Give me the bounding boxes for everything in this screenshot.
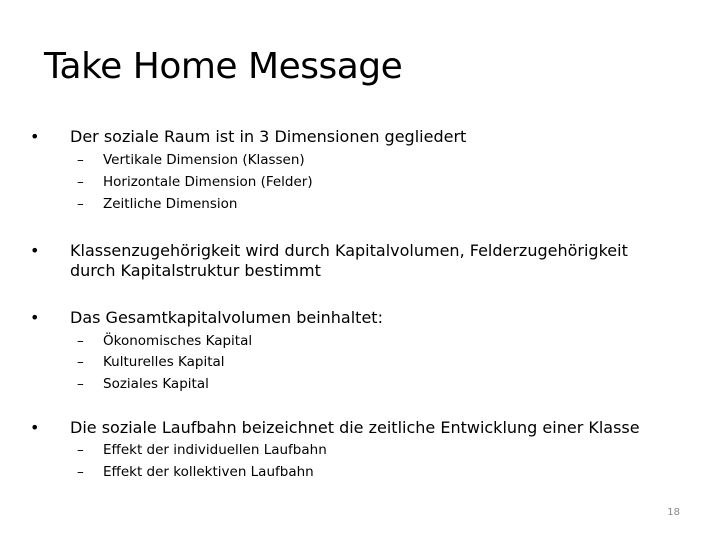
sub-bullet-item bbox=[77, 440, 677, 462]
sub-bullet-symbol: – bbox=[77, 196, 84, 212]
sub-bullet-symbol: – bbox=[77, 174, 84, 190]
sub-bullet-text: Ökonomisches Kapital bbox=[103, 333, 253, 349]
page-number: 18 bbox=[667, 507, 680, 518]
sub-bullet-symbol: – bbox=[77, 152, 84, 168]
bullet-symbol: • bbox=[30, 308, 40, 327]
bullet-text: Die soziale Laufbahn beizeichnet die zeitliche Entwicklung einer Klasse bbox=[70, 418, 640, 437]
bullet-item bbox=[30, 127, 660, 147]
slide-title: Take Home Message bbox=[44, 46, 403, 87]
bullet-symbol: • bbox=[30, 127, 40, 146]
sub-bullet-text: Vertikale Dimension (Klassen) bbox=[103, 152, 305, 168]
bullet-text: Klassenzugehörigkeit wird durch Kapitalvolumen, Felderzugehörigkeit durch Kapitalstruktur bestimmt bbox=[70, 241, 628, 280]
sub-bullet-symbol: – bbox=[77, 442, 84, 458]
sub-bullet-item bbox=[77, 150, 677, 172]
bullet-text: Das Gesamtkapitalvolumen beinhaltet: bbox=[70, 308, 383, 327]
sub-bullet-text: Kulturelles Kapital bbox=[103, 354, 225, 370]
sub-bullet-item bbox=[77, 194, 677, 216]
sub-bullet-text: Effekt der kollektiven Laufbahn bbox=[103, 464, 314, 480]
sub-bullet-item bbox=[77, 331, 677, 353]
bullet-symbol: • bbox=[30, 418, 40, 437]
bullet-item bbox=[30, 308, 660, 328]
sub-bullet-text: Soziales Kapital bbox=[103, 376, 209, 392]
sub-bullet-symbol: – bbox=[77, 464, 84, 480]
bullet-item bbox=[30, 418, 660, 438]
bullet-symbol: • bbox=[30, 241, 40, 260]
sub-bullet-item bbox=[77, 462, 677, 484]
bullet-text: Der soziale Raum ist in 3 Dimensionen gegliedert bbox=[70, 127, 467, 146]
sub-bullet-symbol: – bbox=[77, 376, 84, 392]
sub-bullet-text: Effekt der individuellen Laufbahn bbox=[103, 442, 327, 458]
sub-bullet-text: Zeitliche Dimension bbox=[103, 196, 238, 212]
sub-bullet-text: Horizontale Dimension (Felder) bbox=[103, 174, 313, 190]
bullet-item bbox=[30, 241, 660, 281]
sub-bullet-symbol: – bbox=[77, 354, 84, 370]
sub-bullet-item bbox=[77, 352, 677, 374]
sub-bullet-item bbox=[77, 172, 677, 194]
sub-bullet-item bbox=[77, 374, 677, 396]
sub-bullet-symbol: – bbox=[77, 333, 84, 349]
